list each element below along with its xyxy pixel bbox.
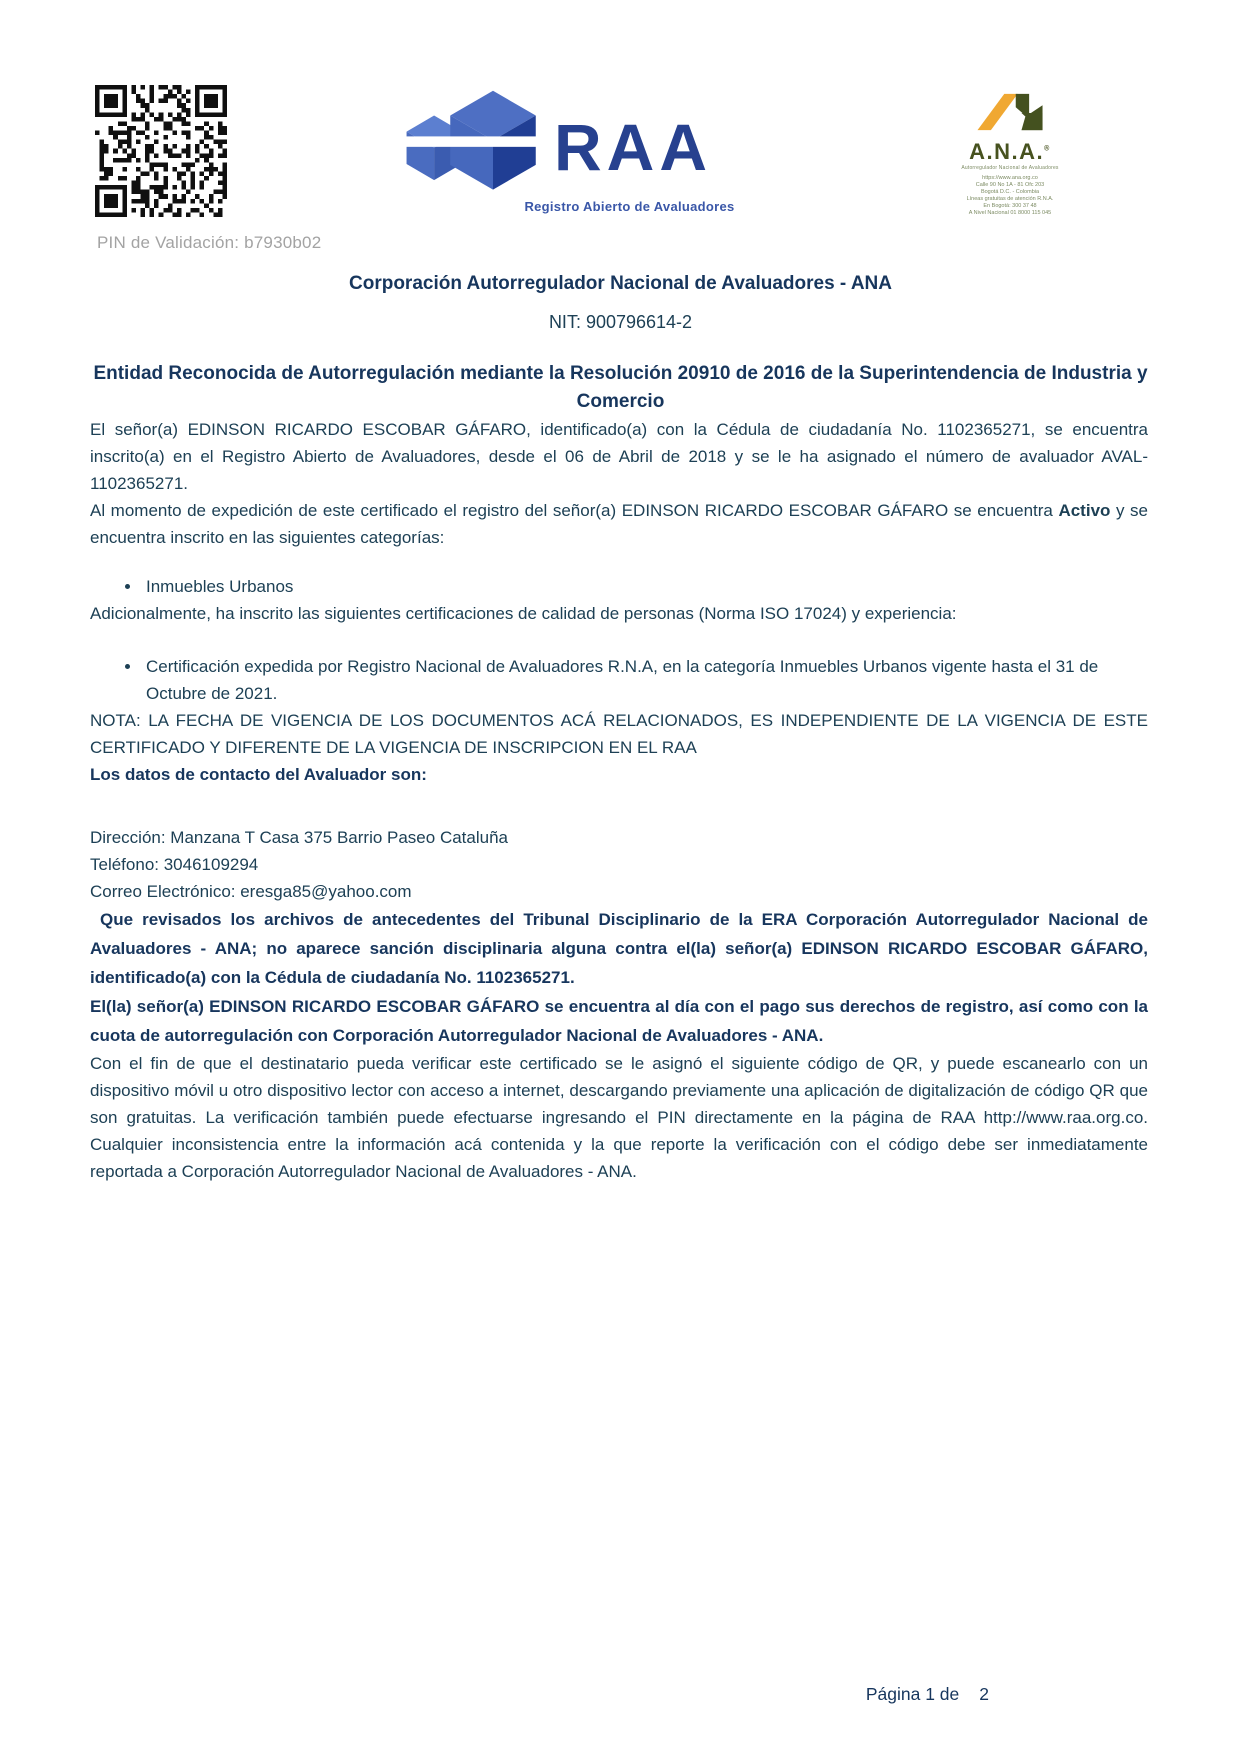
contact-address: Dirección: Manzana T Casa 375 Barrio Paseo Cataluña — [90, 828, 508, 847]
ana-contact-line: En Bogotá: 300 37 48 — [983, 203, 1037, 209]
status-value: Activo — [1058, 501, 1111, 520]
org-title: Corporación Autorregulador Nacional de Avaluadores - ANA — [349, 273, 892, 294]
category-item: • Inmuebles Urbanos — [142, 573, 1148, 600]
contact-block — [90, 824, 1148, 905]
registration-paragraph: El señor(a) EDINSON RICARDO ESCOBAR GÁFARO, identificado(a) con la Cédula de ciudadanía No. 1102365271, se encuentra inscrito(a) en el Registro Abierto de Avaluadores, desde el 06 de Abril de 2018 y se le ha asignado el número de avaluador AVAL-1102365271. — [90, 420, 1148, 493]
page-number-label: Página 1 de — [865, 1684, 960, 1704]
ana-logo — [946, 90, 1074, 217]
ana-n-icon — [971, 121, 1049, 138]
status-paragraph: Al momento de expedición de este certificado el registro del señor(a) EDINSON RICARDO ESCOBAR GÁFARO se encuentra Activo y se encuentra inscrito en las siguientes categorías: — [90, 501, 1148, 547]
raa-acronym: RAA — [554, 109, 712, 184]
certification-item: • Certificación expedida por Registro Nacional de Avaluadores R.N.A, en la categoría Inmuebles Urbanos vigente hasta el 31 de Octubre de 2021. — [142, 653, 1148, 707]
ana-contact-block — [946, 175, 1074, 217]
ana-contact-line: Bogotá D.C. - Colombia — [980, 189, 1040, 195]
page-total: 2 — [979, 1684, 989, 1704]
contact-heading: Los datos de contacto del Avaluador son: — [90, 765, 427, 784]
validation-pin-label: PIN de Validación: b7930b02 — [97, 233, 322, 252]
certifications-intro: Adicionalmente, ha inscrito las siguientes certificaciones de calidad de personas (Norma ISO 17024) y experiencia: — [90, 604, 957, 623]
payment-paragraph: El(la) señor(a) EDINSON RICARDO ESCOBAR GÁFARO se encuentra al día con el pago sus derechos de registro, así como con la cuota de autorregulación con Corporación Autorregulador Nacional de Avaluadores - ANA. — [90, 997, 1148, 1045]
raa-logo — [398, 84, 743, 214]
certifications-list — [90, 653, 1148, 707]
ana-contact-line: Líneas gratuitas de atención R.N.A. — [966, 196, 1054, 202]
ana-contact-line: https://www.ana.org.co — [982, 175, 1038, 181]
recognition-statement: Entidad Reconocida de Autorregulación mediante la Resolución 20910 de 2016 de la Superintendencia de Industria y Comercio — [93, 363, 1148, 412]
contact-phone: Teléfono: 3046109294 — [90, 855, 259, 874]
categories-list — [90, 573, 1148, 600]
registered-mark: ® — [1044, 145, 1051, 153]
ana-acronym: A.N.A.® — [969, 139, 1051, 164]
qr-code — [95, 85, 227, 217]
contact-email: Correo Electrónico: eresga85@yahoo.com — [90, 882, 412, 901]
nit-label: NIT: 900796614-2 — [548, 312, 693, 332]
raa-subtitle: Registro Abierto de Avaluadores — [524, 199, 735, 214]
ana-tagline: Autorregulador Nacional de Avaluadores — [961, 165, 1059, 171]
ana-contact-line: A Nivel Nacional 01 8000 115 045 — [968, 210, 1052, 216]
disciplinary-paragraph: Que revisados los archivos de antecedentes del Tribunal Disciplinario de la ERA Corporación Autorregulador Nacional de Avaluadores - ANA; no aparece sanción disciplinaria alguna contra el(la) señor(a) EDINSON RICARDO ESCOBAR GÁFARO, identificado(a) con la Cédula de ciudadanía No. 1102365271. — [90, 910, 1148, 987]
raa-cubes-icon — [398, 84, 550, 209]
ana-contact-line: Calle 90 No 1A - 81 Ofc 203 — [975, 182, 1045, 188]
nota-paragraph: NOTA: LA FECHA DE VIGENCIA DE LOS DOCUMENTOS ACÁ RELACIONADOS, ES INDEPENDIENTE DE LA VIGENCIA DE ESTE CERTIFICADO Y DIFERENTE DE LA VIGENCIA DE INSCRIPCION EN EL RAA — [90, 711, 1148, 757]
qr-verification-paragraph: Con el fin de que el destinatario pueda verificar este certificado se le asignó el siguiente código de QR, y puede escanearlo con un dispositivo móvil u otro dispositivo lector con acceso a internet, descargando previamente una aplicación de digitalización de código QR que son gratuitas. La verificación también puede efectuarse ingresando el PIN directamente en la página de RAA http://www.raa.org.co. Cualquier inconsistencia entre la información acá contenida y la que reporte la verificación con el código debe ser inmediatamente reportada a Corporación Autorregulador Nacional de Avaluadores - ANA. — [90, 1054, 1148, 1181]
page-footer — [866, 1684, 989, 1705]
